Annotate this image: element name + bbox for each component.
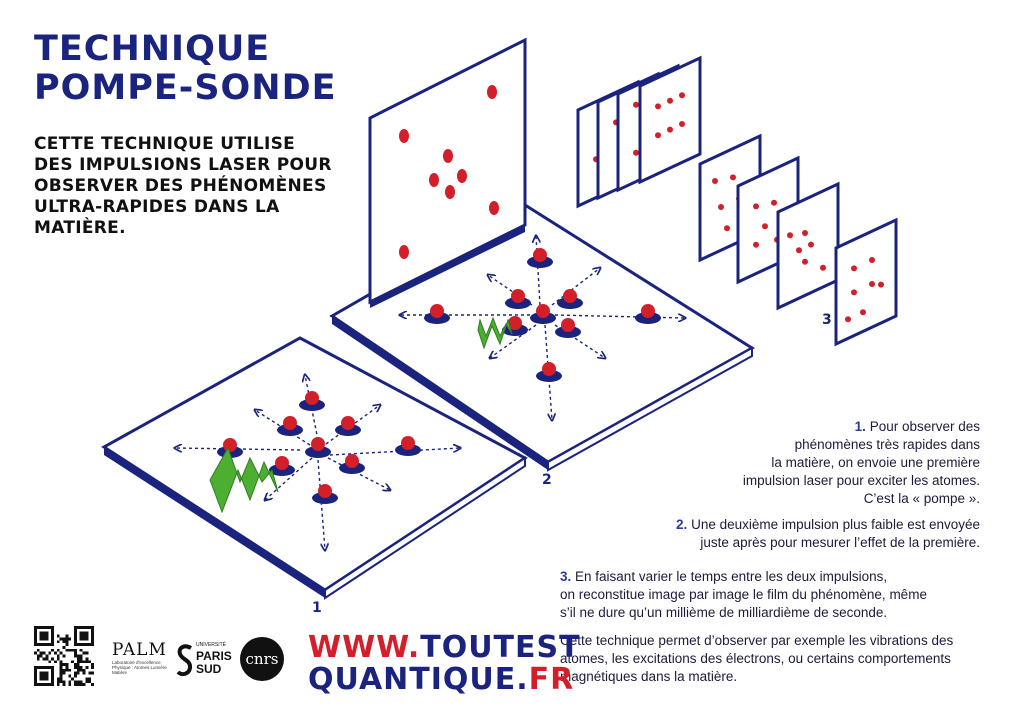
diffraction-spot (730, 174, 736, 180)
diffraction-spot (667, 98, 673, 104)
diffraction-spot (771, 200, 777, 206)
paris-sud-line2: PARIS (196, 649, 232, 663)
film-frame-border (836, 220, 896, 344)
explanation-2-line2: juste après pour mesurer l’effet de la première. (700, 535, 980, 550)
cnrs-logo-text: cnrs (245, 650, 279, 668)
diffraction-spot (802, 230, 808, 236)
diffraction-spot (724, 225, 730, 231)
explanation-3-line3: s’il ne dure qu’un millième de milliardième de seconde. (560, 605, 888, 620)
diffraction-spot (633, 102, 639, 108)
diffraction-spot (808, 242, 814, 248)
url-toutest: TOUTEST (420, 630, 581, 665)
website-url[interactable] (308, 632, 581, 696)
paris-sud-line1: UNIVERSITÉ (196, 642, 227, 648)
page-subtitle: CETTE TECHNIQUE UTILISE DES IMPULSIONS LASER POUR OBSERVER DES PHÉNOMÈNES ULTRA-RAPIDES DANS LA MATIÈRE. (34, 134, 332, 238)
diffraction-spot (718, 204, 724, 210)
paris-sud-s-icon (176, 644, 194, 678)
explanation-3 (560, 568, 980, 622)
diffraction-spot (851, 265, 857, 271)
diffraction-spot (753, 242, 759, 248)
diffraction-spot (679, 92, 685, 98)
explanation-2 (590, 516, 980, 552)
qr-code[interactable] (34, 626, 94, 686)
explanation-2-number: 2. (676, 517, 688, 532)
explanation-1-line4: impulsion laser pour exciter les atomes. (742, 473, 980, 488)
diffraction-spot (787, 232, 793, 238)
explanation-1-line1: Pour observer des (869, 419, 980, 434)
palm-logo-text: PALM (112, 640, 167, 660)
diffraction-spot (802, 259, 808, 265)
url-quantique: QUANTIQUE. (308, 662, 529, 697)
explanation-1-number: 1. (854, 419, 866, 434)
diffraction-spot (869, 281, 875, 287)
diffraction-spot (820, 265, 826, 271)
diffraction-spot (667, 127, 673, 133)
explanation-1-line2: phénomènes très rapides dans (794, 437, 980, 452)
diffraction-spot (869, 257, 875, 263)
paris-sud-line3: SUD (196, 662, 222, 676)
explanation-1-line5: C’est la « pompe ». (863, 491, 980, 506)
diffraction-spot (762, 223, 768, 229)
explanation-2-line1: Une deuxième impulsion plus faible est envoyée (691, 517, 980, 532)
explanation-3-line1: En faisant varier le temps entre les deux impulsions, (575, 569, 888, 584)
palm-logo (112, 640, 168, 684)
diffraction-spot (753, 203, 759, 209)
explanation-4: Cette technique permet d’observer par exemple les vibrations des atomes, les excitations des électrons, ou certains comportements magnétiques dans la matière. (560, 633, 954, 684)
explanation-1 (640, 418, 980, 508)
explanation-1-line3: la matière, on envoie une première (771, 455, 980, 470)
diffraction-spot (845, 316, 851, 322)
step-label-3: 3 (822, 312, 832, 328)
diffraction-spot (679, 121, 685, 127)
diffraction-spot (655, 103, 661, 109)
diffraction-spot (655, 132, 661, 138)
title-line-2: POMPE-SONDE (34, 68, 337, 108)
film-frame (836, 220, 896, 344)
step-label-2: 2 (542, 472, 552, 488)
url-fr: FR (528, 662, 575, 697)
title-line-1: TECHNIQUE (34, 29, 271, 69)
step-label-1: 1 (312, 600, 322, 616)
diffraction-spot (878, 282, 884, 288)
diffraction-spot (796, 247, 802, 253)
url-www: WWW. (308, 630, 421, 665)
diffraction-spot (851, 289, 857, 295)
cnrs-logo (240, 637, 284, 681)
explanation-3-line2: on reconstitue image par image le film du phénomène, même (560, 587, 927, 602)
diffraction-spot (712, 178, 718, 184)
paris-sud-logo (176, 642, 232, 682)
palm-logo-subtext: Laboratoire d'excellence Physique : Atomes Lumière Matière (112, 660, 167, 675)
diffraction-spot (860, 309, 866, 315)
diffraction-spot (633, 150, 639, 156)
explanation-3-number: 3. (560, 569, 572, 584)
